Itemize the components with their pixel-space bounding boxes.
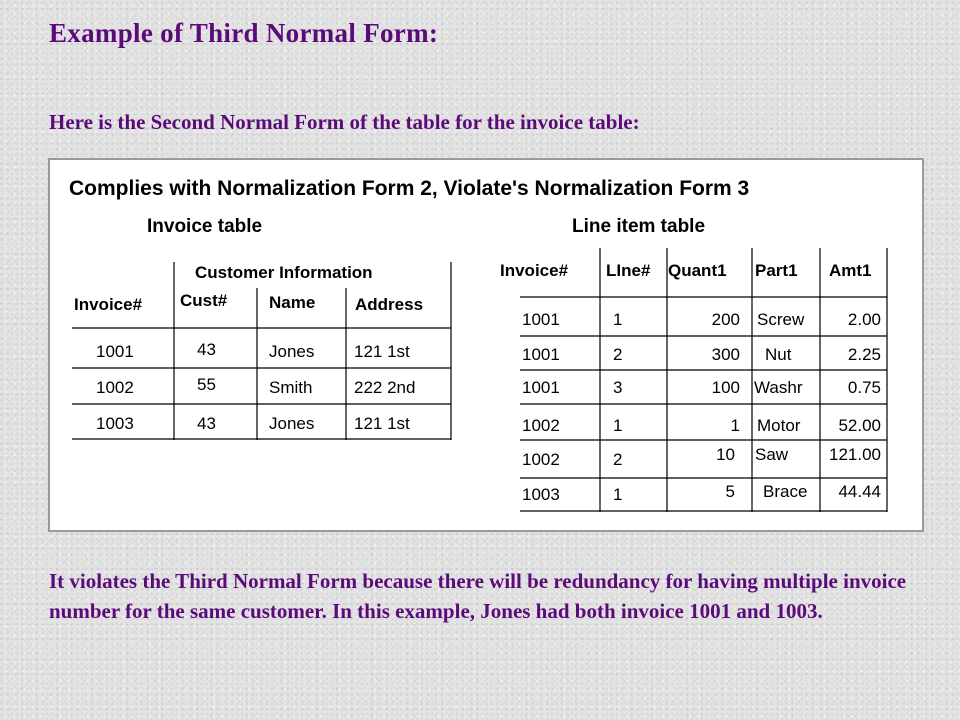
li-invoice-cell: 1001 (522, 378, 560, 397)
cust-col-header: Cust# (180, 291, 228, 310)
li-quant-cell: 10 (716, 445, 735, 464)
explanation-text: It violates the Third Normal Form because there will be redundancy for having multiple invoice number for the same customer. In this example, Jones had both invoice 1001 and 1003. (49, 569, 907, 623)
li-line-cell: 2 (613, 345, 623, 364)
li-line-cell: 3 (613, 378, 623, 397)
normalization-figure (48, 158, 924, 532)
name-cell: Jones (269, 414, 315, 433)
name-cell: Smith (269, 378, 313, 397)
line-item-table-caption: Line item table (572, 216, 706, 237)
li-invoice-cell: 1002 (522, 416, 560, 435)
invoice-cell: 1002 (96, 378, 134, 397)
page-title: Example of Third Normal Form: (49, 18, 439, 48)
invoice-cell: 1003 (96, 414, 134, 433)
li-amt-cell: 0.75 (847, 378, 881, 397)
name-cell: Jones (269, 342, 315, 361)
table-grid-lines (50, 160, 922, 530)
cust-cell: 55 (197, 375, 216, 394)
address-cell: 121 1st (354, 414, 410, 433)
li-line-cell: 1 (613, 485, 623, 504)
li-line-cell: 1 (613, 310, 623, 329)
li-part-cell: Brace (763, 482, 808, 501)
address-cell: 222 2nd (354, 378, 416, 397)
address-col-header: Address (355, 295, 424, 314)
li-part-col-header: Part1 (755, 261, 798, 280)
invoice-table-caption: Invoice table (147, 216, 263, 237)
invoice-cell: 1001 (96, 342, 134, 361)
li-quant-cell: 100 (711, 378, 740, 397)
li-line-cell: 2 (613, 450, 623, 469)
li-invoice-cell: 1002 (522, 450, 560, 469)
cust-cell: 43 (197, 414, 216, 433)
li-part-cell: Saw (755, 445, 789, 464)
address-cell: 121 1st (354, 342, 410, 361)
li-part-cell: Washr (754, 378, 803, 397)
li-part-cell: Motor (757, 416, 801, 435)
li-part-cell: Nut (765, 345, 792, 364)
li-invoice-cell: 1001 (522, 310, 560, 329)
li-part-cell: Screw (757, 310, 805, 329)
li-amt-cell: 121.00 (829, 445, 881, 464)
customer-information-header: Customer Information (195, 263, 373, 282)
li-amt-cell: 2.00 (847, 310, 881, 329)
li-invoice-cell: 1003 (522, 485, 560, 504)
li-amt-cell: 52.00 (838, 416, 881, 435)
li-invoice-col-header: Invoice# (500, 261, 569, 280)
figure-heading: Complies with Normalization Form 2, Violate's Normalization Form 3 (69, 177, 750, 200)
li-line-col-header: LIne# (606, 261, 651, 280)
page-subtitle: Here is the Second Normal Form of the table for the invoice table: (49, 110, 640, 134)
li-line-cell: 1 (613, 416, 623, 435)
li-quant-cell: 5 (725, 482, 735, 501)
li-quant-cell: 1 (730, 416, 740, 435)
li-amt-cell: 44.44 (838, 482, 881, 501)
li-quant-col-header: Quant1 (668, 261, 727, 280)
li-invoice-cell: 1001 (522, 345, 560, 364)
li-quant-cell: 200 (711, 310, 740, 329)
invoice-col-header: Invoice# (74, 295, 143, 314)
li-amt-col-header: Amt1 (829, 261, 872, 280)
cust-cell: 43 (197, 340, 216, 359)
li-amt-cell: 2.25 (847, 345, 881, 364)
li-quant-cell: 300 (711, 345, 740, 364)
name-col-header: Name (269, 293, 316, 312)
